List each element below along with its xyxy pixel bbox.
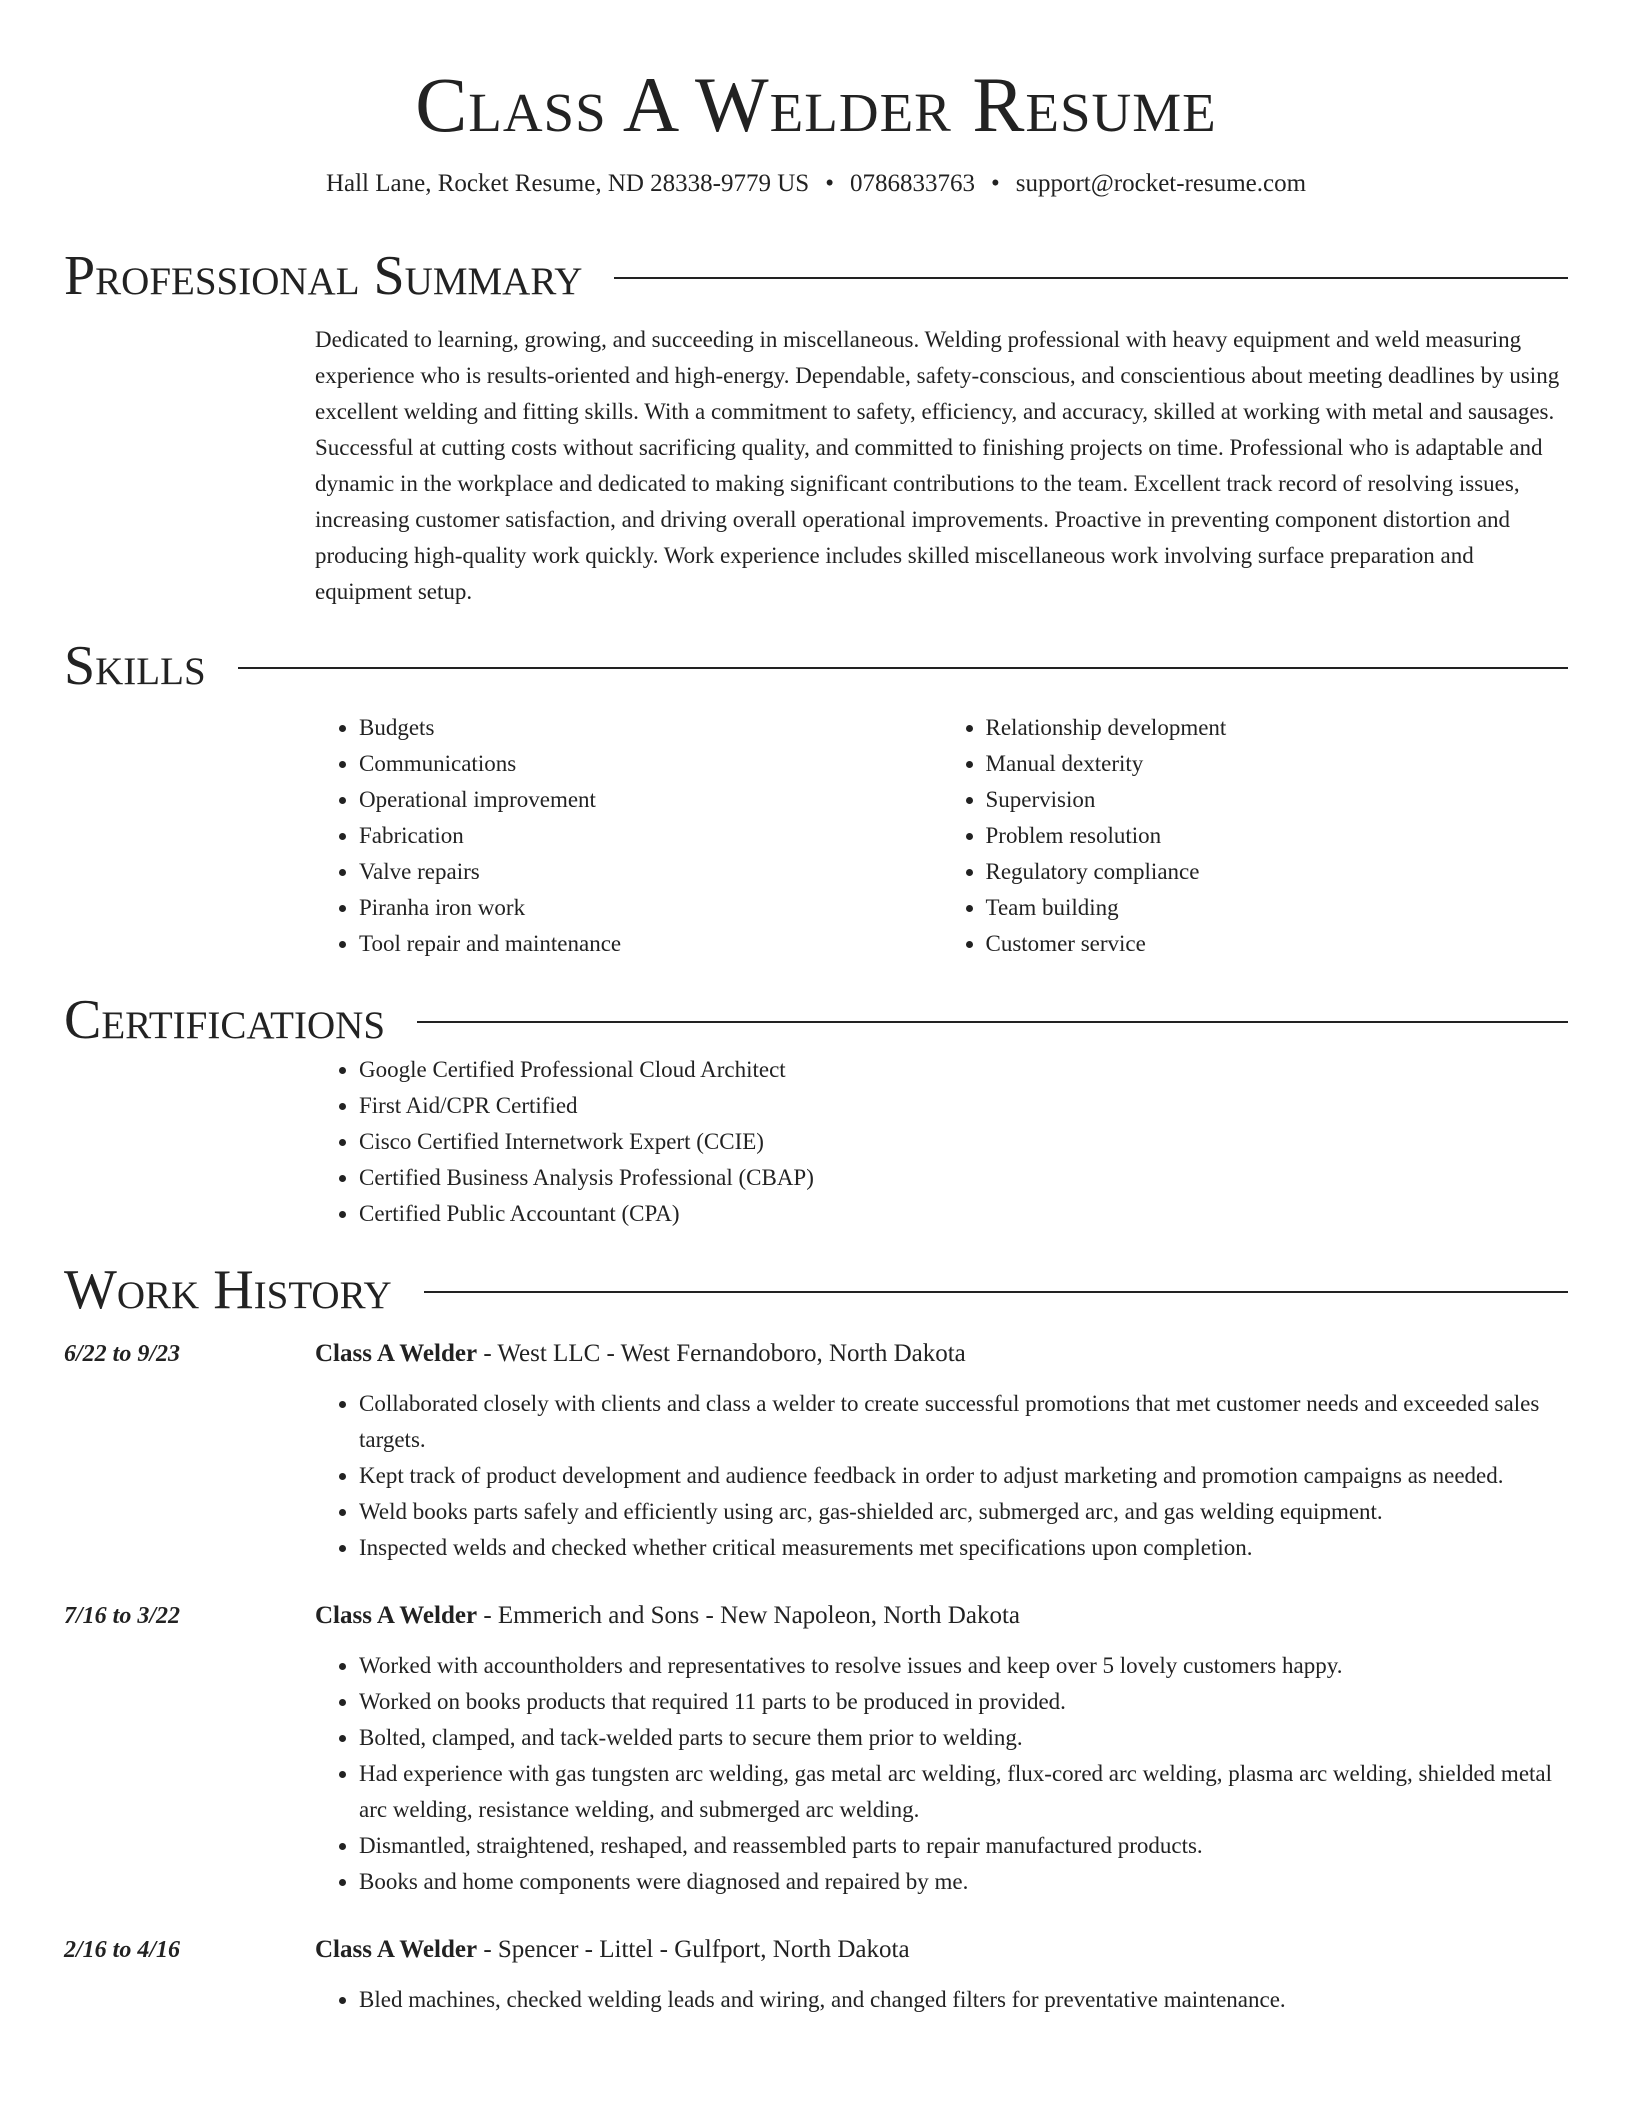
job-entry [64, 1336, 1568, 1566]
job-content [315, 1932, 1568, 2018]
job-duties-list [315, 1386, 1568, 1566]
section-divider [614, 277, 1568, 279]
contact-separator: • [825, 170, 834, 197]
certification-item: • Cisco Certified Internetwork Expert (CCIE) [359, 1124, 1568, 1160]
job-entry [64, 1598, 1568, 1900]
job-duty: • Dismantled, straightened, reshaped, and reassembled parts to repair manufactured products. [359, 1828, 1568, 1864]
contact-email[interactable]: support@rocket-resume.com [1015, 170, 1307, 197]
job-title: Class A Welder [315, 1340, 478, 1367]
skills-list-right [942, 710, 1569, 962]
resume-page [64, 0, 1568, 2018]
skill-item: • Communications [359, 746, 942, 782]
certifications-section [315, 1052, 1568, 1232]
skills-section-header [64, 634, 1568, 698]
skill-item: • Fabrication [359, 818, 942, 854]
certification-item: • Google Certified Professional Cloud Architect [359, 1052, 1568, 1088]
certification-item: • Certified Business Analysis Professional (CBAP) [359, 1160, 1568, 1196]
skill-item: • Problem resolution [986, 818, 1569, 854]
job-employer-location: - Spencer - Littel - Gulfport, North Dakota [477, 1936, 910, 1963]
job-duty: • Worked with accountholders and representatives to resolve issues and keep over 5 lovely customers happy. [359, 1648, 1568, 1684]
job-content [315, 1336, 1568, 1566]
skill-item: • Valve repairs [359, 854, 942, 890]
section-divider [238, 667, 1568, 669]
skill-item: • Operational improvement [359, 782, 942, 818]
certifications-list [315, 1052, 1568, 1232]
job-duties-list [315, 1982, 1568, 2018]
certifications-heading: Certifications [64, 989, 386, 1051]
skill-item: • Relationship development [986, 710, 1569, 746]
job-headline [315, 1336, 1568, 1372]
skill-item: • Piranha iron work [359, 890, 942, 926]
job-duties-list [315, 1648, 1568, 1900]
job-dates: 6/22 to 9/23 [64, 1341, 181, 1367]
section-divider [417, 1021, 1568, 1023]
skill-item: • Tool repair and maintenance [359, 926, 942, 962]
job-employer-location: - Emmerich and Sons - New Napoleon, North Dakota [477, 1602, 1020, 1629]
job-duty: • Had experience with gas tungsten arc welding, gas metal arc welding, flux-cored arc welding, plasma arc welding, shielded metal arc welding, resistance welding, and submerged arc welding. [359, 1756, 1568, 1828]
job-title: Class A Welder [315, 1602, 478, 1629]
skills-section [315, 710, 1568, 962]
skill-item: • Budgets [359, 710, 942, 746]
certifications-section-header [64, 988, 1568, 1052]
certification-item: • First Aid/CPR Certified [359, 1088, 1568, 1124]
job-title: Class A Welder [315, 1936, 478, 1963]
work-history-heading: Work History [64, 1259, 392, 1321]
summary-text: Dedicated to learning, growing, and succeeding in miscellaneous. Welding professional with heavy equipment and weld measuring experience who is results-oriented and high-energy. Dependable, safety-conscious, and conscientious about meeting deadlines by using excellent welding and fitting skills. With a commitment to safety, efficiency, and accuracy, skilled at working with metal and sausages. Successful at cutting costs without sacrificing quality, and committed to finishing projects on time. Professional who is adaptable and dynamic in the workplace and dedicated to making significant contributions to the team. Excellent track record of resolving issues, increasing customer satisfaction, and driving overall operational improvements. Proactive in preventing component distortion and producing high-quality work quickly. Work experience includes skilled miscellaneous work involving surface preparation and equipment setup. [315, 327, 1560, 604]
summary-section-header [64, 244, 1568, 308]
work-history-section-header [64, 1258, 1568, 1322]
section-divider [424, 1291, 1568, 1293]
certification-item: • Certified Public Accountant (CPA) [359, 1196, 1568, 1232]
contact-separator: • [990, 170, 1000, 197]
summary-section [315, 322, 1568, 610]
contact-line [64, 168, 1568, 200]
job-duty: • Collaborated closely with clients and class a welder to create successful promotions that met customer needs and exceeded sales targets. [359, 1386, 1568, 1458]
job-headline [315, 1598, 1568, 1634]
job-duty: • Bled machines, checked welding leads and wiring, and changed filters for preventative maintenance. [359, 1982, 1568, 2018]
job-headline [315, 1932, 1568, 1968]
contact-address: Hall Lane, Rocket Resume, ND 28338-9779 US [325, 170, 810, 197]
job-duty: • Worked on books products that required 11 parts to be produced in provided. [359, 1684, 1568, 1720]
contact-phone[interactable]: 0786833763 [849, 170, 975, 197]
job-duty: • Weld books parts safely and efficiently using arc, gas-shielded arc, submerged arc, and gas welding equipment. [359, 1494, 1568, 1530]
job-duty: • Kept track of product development and audience feedback in order to adjust marketing and promotion campaigns as needed. [359, 1458, 1568, 1494]
skills-grid [315, 710, 1568, 962]
resume-title: Class A Welder Resume [415, 61, 1217, 148]
job-duty: • Bolted, clamped, and tack-welded parts to secure them prior to welding. [359, 1720, 1568, 1756]
skill-item: • Customer service [986, 926, 1569, 962]
job-employer-location: - West LLC - West Fernandoboro, North Dakota [477, 1340, 966, 1367]
skills-list-left [315, 710, 942, 962]
job-duty: • Inspected welds and checked whether critical measurements met specifications upon completion. [359, 1530, 1568, 1566]
skill-item: • Supervision [986, 782, 1569, 818]
skill-item: • Regulatory compliance [986, 854, 1569, 890]
skill-item: • Manual dexterity [986, 746, 1569, 782]
job-entry [64, 1932, 1568, 2018]
summary-heading: Professional Summary [64, 245, 583, 307]
job-duty: • Books and home components were diagnosed and repaired by me. [359, 1864, 1568, 1900]
job-dates: 7/16 to 3/22 [64, 1603, 181, 1629]
job-dates: 2/16 to 4/16 [64, 1937, 181, 1963]
skills-heading: Skills [64, 635, 206, 697]
job-content [315, 1598, 1568, 1900]
skill-item: • Team building [986, 890, 1569, 926]
